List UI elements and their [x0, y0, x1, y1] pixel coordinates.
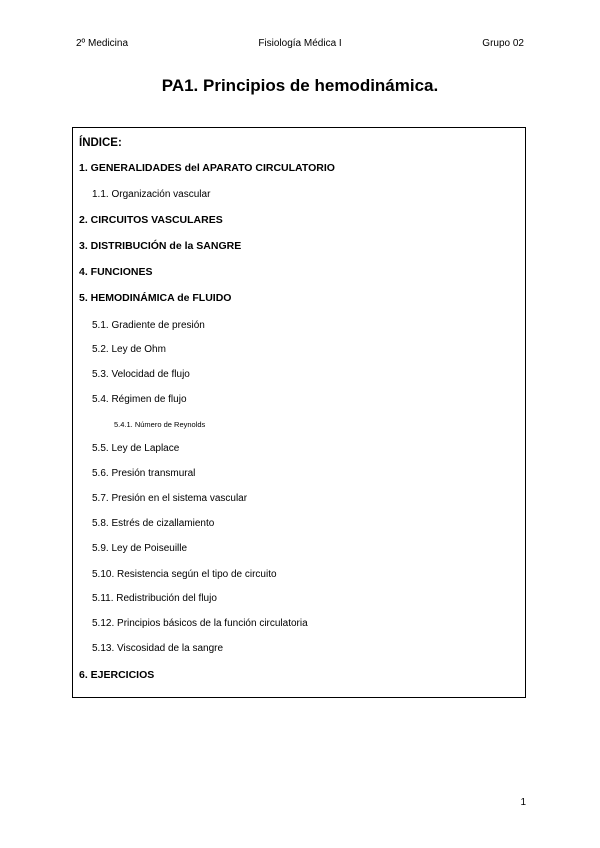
toc-item: 5.4. Régimen de flujo — [92, 394, 187, 405]
toc-item: 5.9. Ley de Poiseuille — [92, 543, 188, 554]
toc-item: 1.1. Organización vascular — [92, 189, 211, 200]
toc-item: 5.5. Ley de Laplace — [92, 443, 180, 454]
header-course: 2º Medicina — [76, 38, 129, 49]
toc-heading: ÍNDICE: — [79, 137, 122, 149]
toc-item: 5.8. Estrés de cizallamiento — [92, 518, 215, 529]
document-title: PA1. Principios de hemodinámica. — [161, 76, 439, 95]
toc-item: 5.12. Principios básicos de la función circulatoria — [92, 618, 308, 629]
toc-item: 5.13. Viscosidad de la sangre — [92, 643, 224, 654]
toc-item: 1. GENERALIDADES del APARATO CIRCULATORIO — [79, 162, 335, 174]
toc-item: 5.4.1. Número de Reynolds — [114, 420, 206, 429]
toc-item: 3. DISTRIBUCIÓN de la SANGRE — [79, 240, 242, 252]
toc-item: 2. CIRCUITOS VASCULARES — [79, 214, 223, 226]
page-header — [76, 38, 524, 52]
table-of-contents — [72, 127, 526, 698]
toc-item: 5.6. Presión transmural — [92, 468, 196, 479]
toc-item: 4. FUNCIONES — [79, 266, 153, 278]
toc-item: 5.1. Gradiente de presión — [92, 320, 205, 331]
toc-item: 5.3. Velocidad de flujo — [92, 369, 190, 380]
header-group: Grupo 02 — [482, 38, 524, 49]
toc-item: 5. HEMODINÁMICA de FLUIDO — [79, 292, 232, 304]
page-number: 1 — [520, 797, 526, 808]
toc-item: 6. EJERCICIOS — [79, 669, 155, 681]
header-subject: Fisiología Médica I — [258, 38, 342, 49]
toc-item: 5.2. Ley de Ohm — [92, 344, 166, 355]
toc-item: 5.10. Resistencia según el tipo de circuito — [92, 569, 277, 580]
toc-item: 5.7. Presión en el sistema vascular — [92, 493, 248, 504]
toc-item: 5.11. Redistribución del flujo — [92, 593, 217, 604]
